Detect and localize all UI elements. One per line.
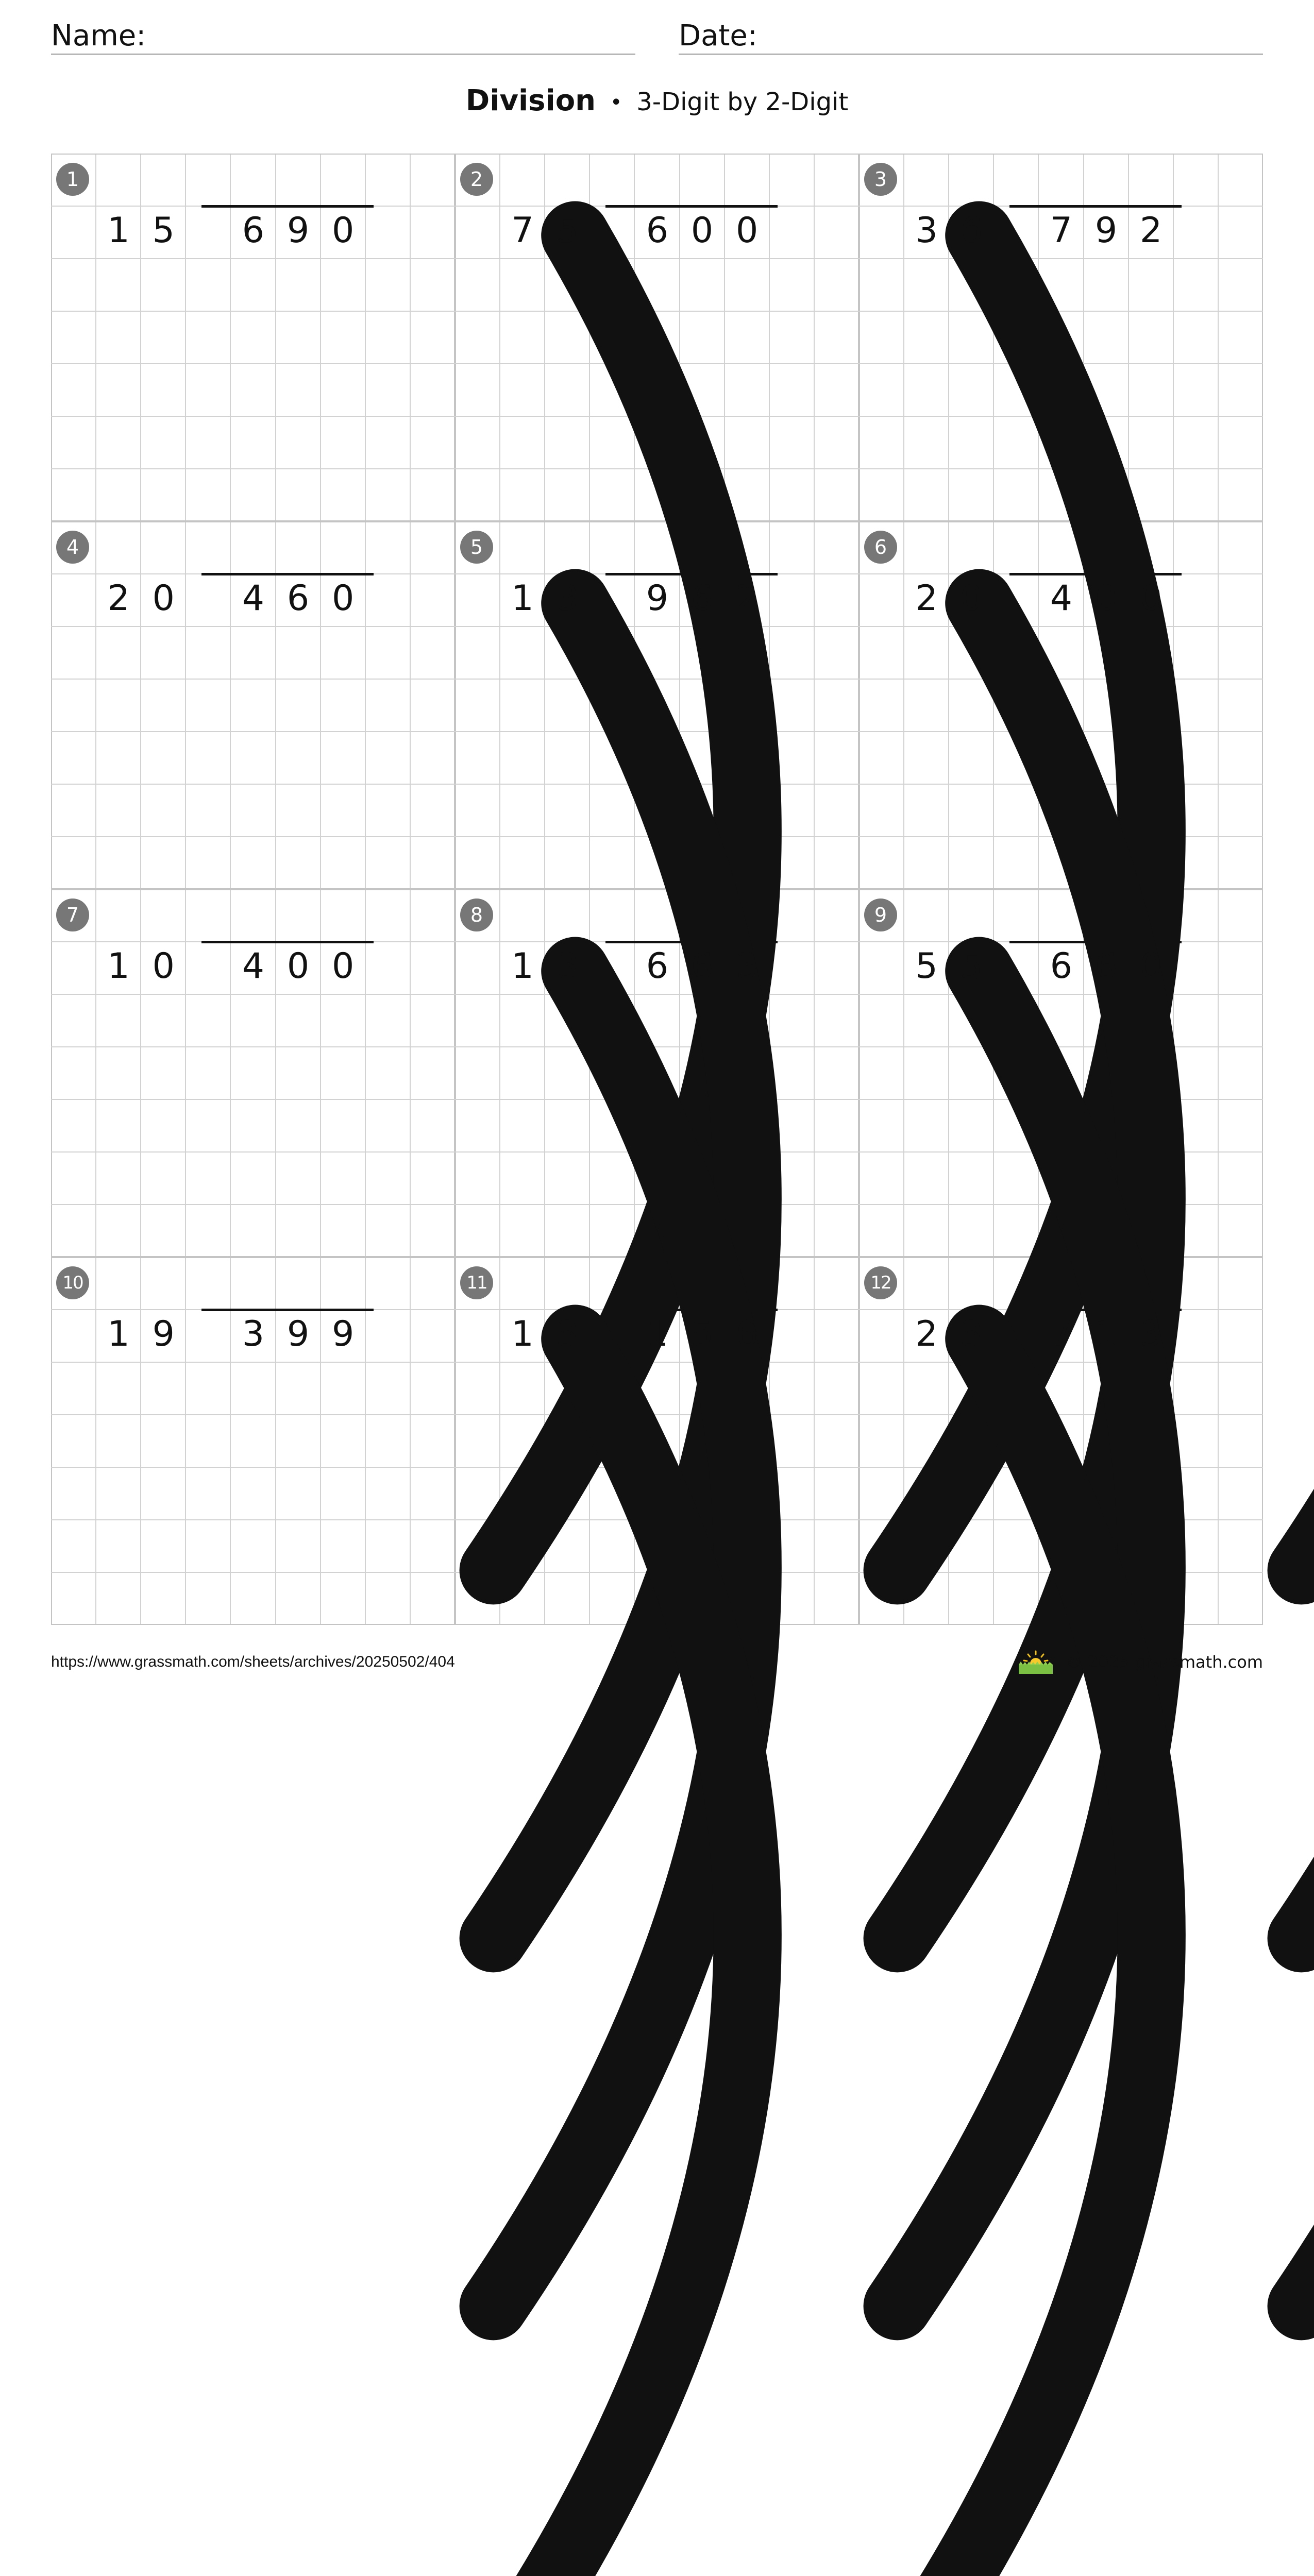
dividend-digit: 9 — [1094, 210, 1118, 251]
name-label: Name: — [51, 19, 146, 53]
division-problem — [51, 154, 455, 521]
divisor-digit: 5 — [152, 210, 175, 251]
divisor-digit: 1 — [107, 1314, 130, 1354]
dividend-digit: 6 — [287, 578, 310, 619]
division-vinculum — [605, 205, 778, 208]
name-field[interactable] — [51, 19, 635, 55]
division-vinculum — [1009, 573, 1182, 575]
division-vinculum — [1009, 205, 1182, 208]
divisor-digit: 7 — [511, 210, 534, 251]
divisor-digit: 2 — [915, 578, 938, 619]
divisor-digit: 2 — [915, 1314, 938, 1354]
divisor-digit: 1 — [511, 946, 534, 987]
title-main: Division — [465, 84, 596, 117]
dividend-digit: 0 — [690, 210, 714, 251]
divisor-digit: 3 — [556, 1314, 579, 1354]
dividend-digit: 6 — [242, 210, 265, 251]
problem-number-badge: 9 — [864, 899, 897, 931]
division-problem — [455, 1257, 859, 1625]
dividend-digit: 5 — [690, 1314, 714, 1354]
dividend-digit: 9 — [332, 1314, 355, 1354]
divisor-digit: 1 — [107, 946, 130, 987]
divisor-digit: 3 — [556, 578, 579, 619]
dividend-digit: 4 — [242, 946, 265, 987]
problem-number-badge: 6 — [864, 531, 897, 564]
dividend-digit: 7 — [1050, 1314, 1073, 1354]
division-problem — [455, 521, 859, 889]
divisor-digit: 3 — [556, 946, 579, 987]
division-vinculum — [605, 573, 778, 575]
footer-copyright: © 2025 grassmath.com — [1066, 1652, 1263, 1672]
division-problem — [51, 889, 455, 1257]
division-vinculum — [201, 205, 374, 208]
divisor-digit: 9 — [152, 1314, 175, 1354]
footer-brand — [1018, 1649, 1263, 1675]
dividend-digit: 6 — [1094, 946, 1118, 987]
divisor-digit: 1 — [511, 1314, 534, 1354]
dividend-digit: 6 — [736, 1314, 759, 1354]
problem-number-badge: 2 — [460, 163, 493, 196]
divisor-digit: 1 — [107, 210, 130, 251]
division-vinculum — [201, 573, 374, 575]
dividend-digit: 3 — [1140, 1314, 1163, 1354]
division-problem — [859, 889, 1263, 1257]
dividend-digit: 6 — [690, 578, 714, 619]
division-problem — [51, 521, 455, 889]
divisor-digit: 5 — [960, 946, 983, 987]
problem-number-badge: 7 — [56, 899, 89, 931]
dividend-digit: 0 — [332, 578, 355, 619]
dividend-digit: 9 — [646, 578, 669, 619]
problem-number-badge: 5 — [460, 531, 493, 564]
dividend-digit: 1 — [1094, 1314, 1118, 1354]
division-problem — [51, 1257, 455, 1625]
problem-number-badge: 1 — [56, 163, 89, 196]
dividend-digit: 0 — [1094, 578, 1118, 619]
dividend-digit: 9 — [287, 210, 310, 251]
dividend-digit: 4 — [242, 578, 265, 619]
dividend-digit: 0 — [287, 946, 310, 987]
dividend-digit: 0 — [736, 210, 759, 251]
division-problem — [859, 1257, 1263, 1625]
division-vinculum — [201, 1309, 374, 1311]
division-problem — [455, 154, 859, 521]
division-vinculum — [605, 1309, 778, 1311]
footer-url[interactable]: https://www.grassmath.com/sheets/archives/20250502/404 — [51, 1653, 455, 1670]
dividend-digit: 0 — [1140, 946, 1163, 987]
division-vinculum — [1009, 1309, 1182, 1311]
division-bracket — [859, 1257, 1314, 2576]
divisor-digit: 5 — [556, 210, 579, 251]
problem-number-badge: 8 — [460, 899, 493, 931]
divisor-digit: 2 — [107, 578, 130, 619]
divisor-digit: 3 — [915, 210, 938, 251]
dividend-digit: 6 — [646, 210, 669, 251]
divisor-digit: 0 — [152, 578, 175, 619]
title-subtitle: 3-Digit by 2-Digit — [636, 88, 849, 116]
dividend-digit: 6 — [690, 946, 714, 987]
dividend-digit: 7 — [1050, 210, 1073, 251]
grass-sun-logo-icon — [1018, 1649, 1054, 1675]
dividend-digit: 0 — [332, 210, 355, 251]
dividend-digit: 9 — [287, 1314, 310, 1354]
worksheet-grid — [51, 154, 1263, 1625]
worksheet-title — [0, 82, 1314, 121]
divisor-digit: 1 — [511, 578, 534, 619]
division-vinculum — [201, 941, 374, 943]
divisor-digit: 6 — [960, 210, 983, 251]
dividend-digit: 1 — [646, 1314, 669, 1354]
problem-number-badge: 11 — [460, 1266, 493, 1299]
divisor-digit: 0 — [960, 578, 983, 619]
divisor-digit: 5 — [915, 946, 938, 987]
problem-number-badge: 12 — [864, 1266, 897, 1299]
title-separator: • — [610, 90, 622, 114]
problem-number-badge: 3 — [864, 163, 897, 196]
dividend-digit: 6 — [646, 946, 669, 987]
dividend-digit: 2 — [736, 578, 759, 619]
dividend-digit: 6 — [1050, 946, 1073, 987]
dividend-digit: 3 — [736, 946, 759, 987]
problem-number-badge: 10 — [56, 1266, 89, 1299]
dividend-digit: 3 — [242, 1314, 265, 1354]
date-label: Date: — [679, 19, 757, 53]
problem-number-badge: 4 — [56, 531, 89, 564]
dividend-digit: 0 — [332, 946, 355, 987]
dividend-digit: 2 — [1140, 210, 1163, 251]
division-problem — [859, 521, 1263, 889]
division-vinculum — [605, 941, 778, 943]
divisor-digit: 0 — [152, 946, 175, 987]
divisor-digit: 3 — [960, 1314, 983, 1354]
division-problem — [455, 889, 859, 1257]
dividend-digit: 4 — [1050, 578, 1073, 619]
division-problem — [859, 154, 1263, 521]
date-field[interactable] — [679, 19, 1263, 55]
division-vinculum — [1009, 941, 1182, 943]
dividend-digit: 0 — [1140, 578, 1163, 619]
